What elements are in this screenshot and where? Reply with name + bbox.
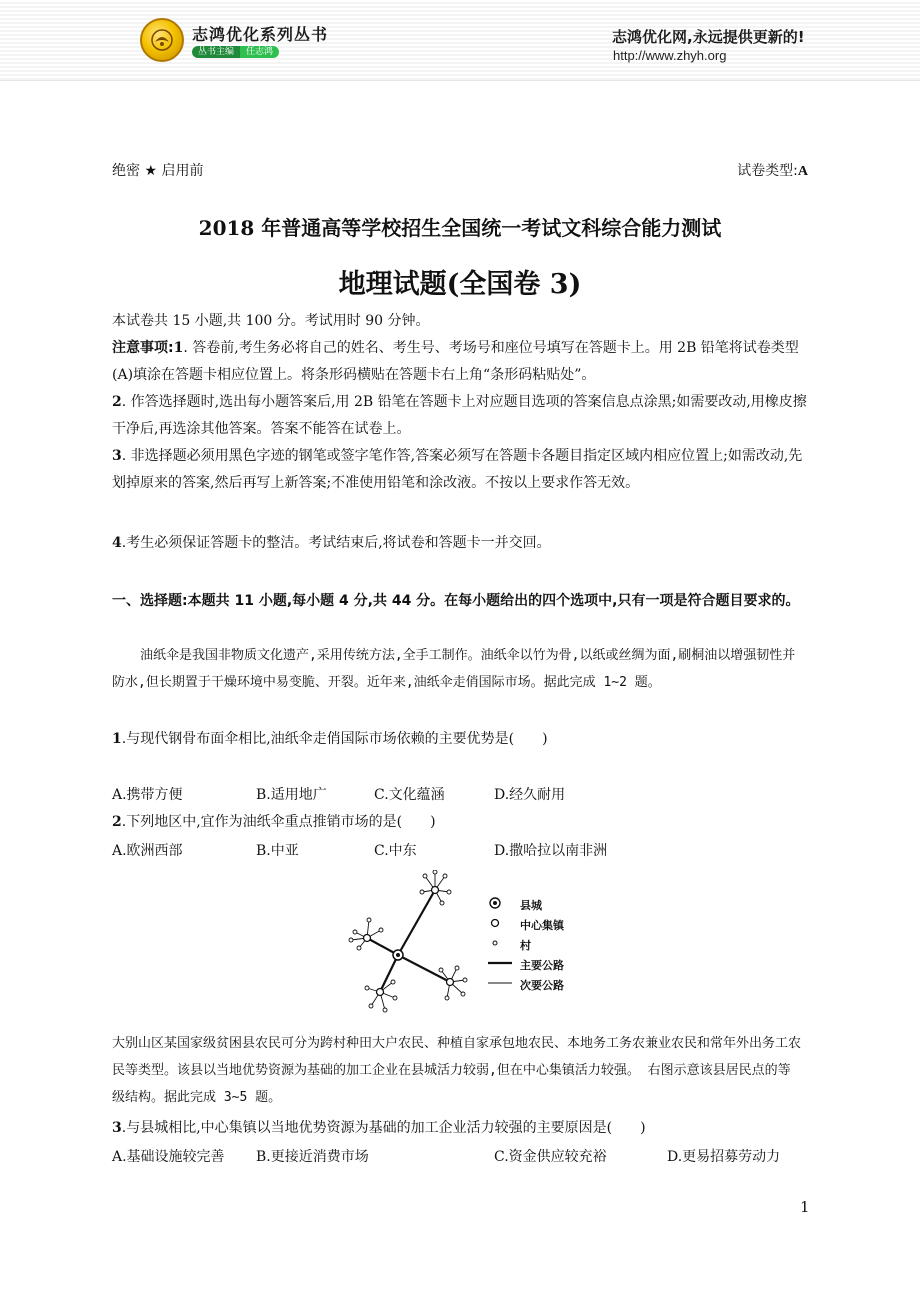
exam-subtitle: 地理试题(全国卷 3)	[338, 269, 582, 300]
legend-label: 次要公路	[520, 979, 564, 992]
editor-name: 任志鸿	[240, 46, 279, 58]
option-d[interactable]: D.撒哈拉以南非洲	[494, 843, 608, 859]
main-road	[398, 890, 435, 955]
question-number: 1	[112, 731, 122, 747]
paper-type-label: 试卷类型:	[737, 163, 798, 179]
option-c[interactable]: C.资金供应较充裕	[494, 1149, 607, 1165]
option-d[interactable]: D.经久耐用	[494, 787, 566, 803]
option-b[interactable]: B.中亚	[256, 843, 299, 859]
note-text: . 非选择题必须用黑色字迹的钢笔或签字笔作答,答案必须写在答题卡各题目指定区域内相应位置上;如需改动,先划掉原来的答案,然后再写上新答案;不准使用铅笔和涂改液。不按以上要求作答无效。	[112, 448, 803, 491]
village-symbol-icon	[488, 936, 514, 950]
option-c[interactable]: C.文化蕴涵	[374, 787, 445, 803]
note-number: 2	[112, 394, 122, 410]
exam-title: 2018 年普通高等学校招生全国统一考试文科综合能力测试	[198, 216, 722, 240]
section-heading: 一、选择题:本题共 11 小题,每小题 4 分,共 44 分。在每小题给出的四个选项中,只有一项是符合题目要求的。	[112, 593, 800, 609]
option-a[interactable]: A.携带方便	[112, 787, 183, 803]
note-2	[112, 389, 812, 443]
question-stem: .与县城相比,中心集镇以当地优势资源为基础的加工企业活力较强的主要原因是( )	[121, 1120, 646, 1136]
brand-logo-icon	[140, 18, 184, 62]
central-town-symbol-icon	[488, 916, 514, 930]
material-umbrella: 油纸伞是我国非物质文化遗产,采用传统方法,全手工制作。油纸伞以竹为骨,以纸或丝绸为面,刷桐油以增强韧性并防水,但长期置于干燥环境中易变脆、开裂。近年来,油纸伞走俏国际市场。据此完成 1~2 题。	[112, 648, 796, 690]
question-1-options	[112, 784, 812, 804]
legend-label: 村	[520, 939, 531, 952]
header-banner	[0, 0, 920, 81]
page-number: 1	[800, 1198, 810, 1216]
note-1	[112, 335, 812, 389]
note-text: . 作答选择题时,选出每小题答案后,用 2B 铅笔在答题卡上对应题目选项的答案信息点涂黑;如需要改动,用橡皮擦干净后,再选涂其他答案。答案不能答在试卷上。	[112, 394, 807, 437]
main-road	[380, 955, 398, 992]
question-3	[112, 1115, 812, 1142]
note-number: 1	[173, 340, 184, 356]
question-stem: .下列地区中,宜作为油纸伞重点推销市场的是( )	[121, 814, 436, 830]
confidential-label: 绝密 ★ 启用前	[112, 163, 204, 179]
county-seat-symbol-icon	[488, 896, 514, 910]
note-text: . 答卷前,考生务必将自己的姓名、考生号、考场号和座位号填写在答题卡上。用 2B 铅笔将试卷类型(A)填涂在答题卡相应位置上。将条形码横贴在答题卡右上角“条形码粘贴处”。	[112, 340, 799, 383]
question-number: 2	[112, 814, 122, 830]
legend-label: 中心集镇	[520, 919, 564, 932]
note-number: 4	[112, 535, 122, 551]
county-seat-dot	[396, 953, 400, 957]
secondary-road-symbol-icon	[488, 976, 514, 990]
material-dabie-county: 大别山区某国家级贫困县农民可分为跨村种田大户农民、种植自家承包地农民、本地务工务农兼业农民和常年外出务工农民等类型。该县以当地优势资源为基础的加工企业在县城活力较弱,但在中心集镇活力较强。 右图示意该县居民点的等级结构。据此完成 3~5 题。	[112, 1036, 802, 1105]
question-1	[112, 726, 812, 753]
option-a[interactable]: A.欧洲西部	[112, 843, 183, 859]
settlement-hierarchy-diagram	[345, 870, 605, 1020]
brand-editor-badge	[192, 46, 279, 58]
notice-label: 注意事项:	[112, 340, 174, 356]
note-number: 3	[112, 448, 122, 464]
option-b[interactable]: B.更接近消费市场	[256, 1149, 369, 1165]
note-3	[112, 443, 812, 497]
option-c[interactable]: C.中东	[374, 843, 417, 859]
site-slogan: 志鸿优化网,永远提供更新的!	[612, 28, 805, 46]
main-road-symbol-icon	[488, 956, 514, 970]
question-number: 3	[112, 1120, 122, 1136]
question-stem: .与现代钢骨布面伞相比,油纸伞走俏国际市场依赖的主要优势是( )	[121, 731, 548, 747]
question-3-options	[112, 1146, 812, 1166]
option-d[interactable]: D.更易招募劳动力	[667, 1149, 781, 1165]
legend-label: 县城	[520, 899, 542, 912]
note-text: .考生必须保证答题卡的整洁。考试结束后,将试卷和答题卡一并交回。	[121, 535, 551, 551]
paper-type	[737, 160, 808, 180]
editor-label: 丛书主编	[192, 46, 240, 58]
option-b[interactable]: B.适用地广	[256, 787, 327, 803]
legend-label: 主要公路	[520, 959, 564, 972]
intro-line: 本试卷共 15 小题,共 100 分。考试用时 90 分钟。	[112, 313, 430, 329]
site-url-link[interactable]: http://www.zhyh.org	[613, 48, 727, 63]
option-a[interactable]: A.基础设施较完善	[112, 1149, 225, 1165]
question-2	[112, 809, 812, 836]
question-2-options	[112, 840, 812, 860]
note-4	[112, 530, 812, 557]
brand-title: 志鸿优化系列丛书	[192, 25, 329, 44]
paper-type-value: A	[797, 164, 808, 179]
